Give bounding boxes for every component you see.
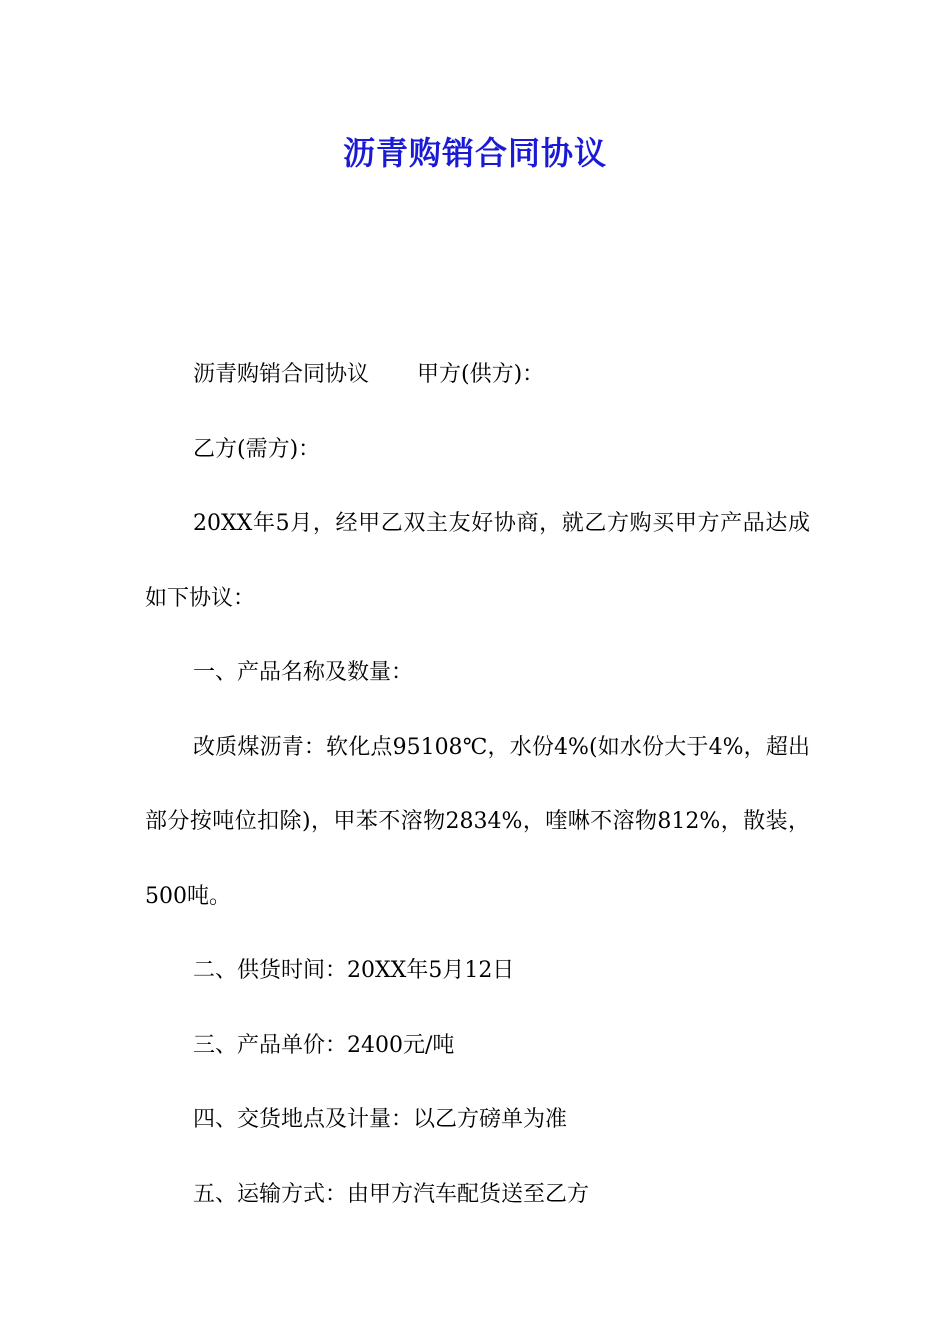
paragraph-preamble: 20XX年5月，经甲乙双主友好协商，就乙方购买甲方产品达成如下协议： [145, 511, 810, 611]
document-title: 沥青购销合同协议 [342, 134, 607, 172]
section-transport-method: 五、运输方式：由甲方汽车配货送至乙方 [193, 1181, 590, 1207]
party-a-label: 甲方(供方)： [417, 362, 545, 387]
document-body [145, 338, 810, 1232]
header-contract-name: 沥青购销合同协议 [193, 362, 370, 387]
section-product-name-quantity: 一、产品名称及数量： [193, 660, 414, 685]
section-unit-price: 三、产品单价：2400元/吨 [193, 1032, 455, 1058]
party-b-label: 乙方(需方)： [193, 436, 321, 462]
paragraph-header-line [145, 338, 810, 413]
section-delivery-time: 二、供货时间：20XX年5月12日 [193, 958, 515, 983]
section-delivery-location: 四、交货地点及计量：以乙方磅单为准 [193, 1107, 568, 1132]
paragraph-product-spec: 改质煤沥青：软化点95108℃，水份4%(如水份大于4%，超出部分按吨位扣除)，甲苯不溶物2834%，喹啉不溶物812%，散装，500吨。 [145, 734, 810, 909]
